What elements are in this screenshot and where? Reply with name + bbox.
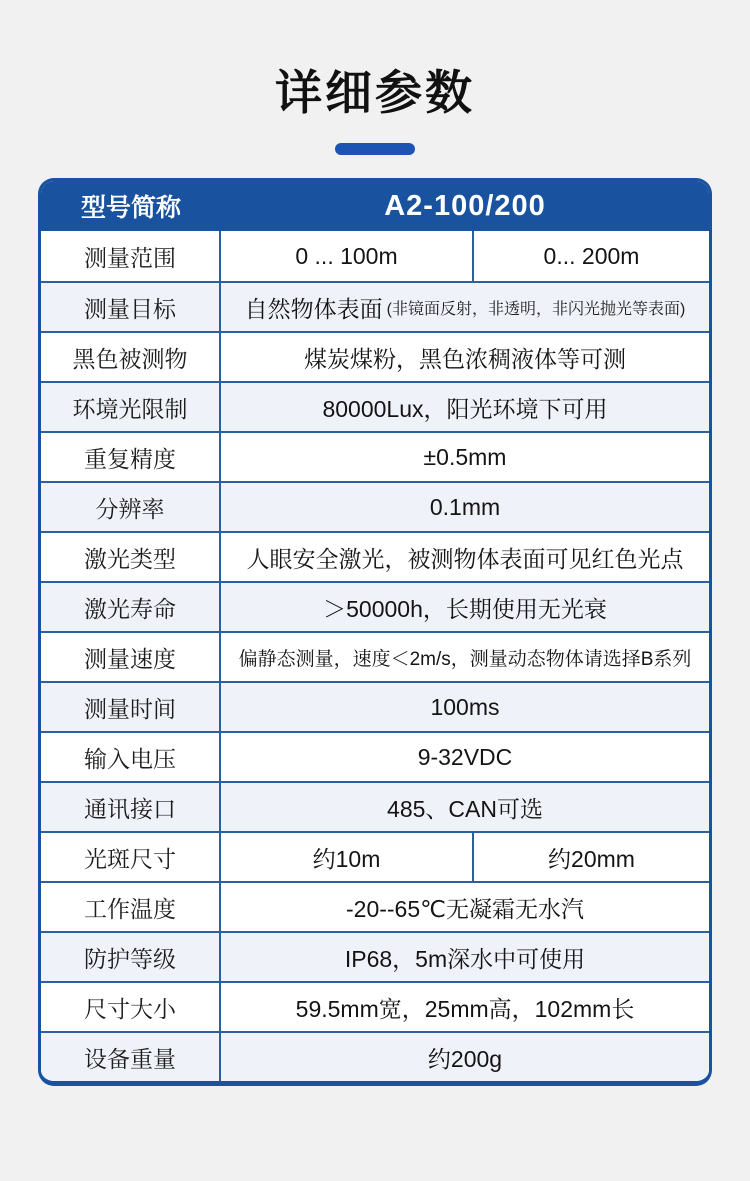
row-value: 9-32VDC: [417, 743, 513, 770]
table-row: [41, 931, 709, 981]
row-value: 59.5mm宽，25mm高，102mm长: [295, 995, 635, 1022]
row-label: 尺寸大小: [41, 983, 221, 1031]
row-label: 测量速度: [41, 633, 221, 681]
table-row: [41, 431, 709, 481]
row-label: 测量目标: [41, 283, 221, 331]
table-row: [41, 781, 709, 831]
row-label: 重复精度: [41, 433, 221, 481]
row-label: 设备重量: [41, 1033, 221, 1081]
spec-table-body: [41, 231, 709, 1081]
row-label: 激光寿命: [41, 583, 221, 631]
row-value: 80000Lux，阳光环境下可用: [322, 395, 608, 422]
table-row: [41, 481, 709, 531]
table-row: [41, 831, 709, 881]
spec-table: [38, 178, 712, 1086]
header-model-label: 型号简称: [80, 194, 181, 222]
row-value: -20--65℃无凝霜无水汽: [346, 895, 584, 922]
table-row: [41, 381, 709, 431]
table-row: [41, 981, 709, 1031]
table-row: [41, 231, 709, 281]
page-title: 详细参数: [275, 66, 475, 119]
row-value: 偏静态测量，速度＜2m/s，测量动态物体请选择B系列: [238, 648, 692, 670]
row-value: 约20mm: [548, 845, 635, 872]
table-row: [41, 631, 709, 681]
row-label: 通讯接口: [41, 783, 221, 831]
row-value: 485、CAN可选: [387, 795, 543, 822]
title-underline-bar: [335, 143, 415, 155]
row-value: 自然物体表面 (非镜面反射，非透明，非闪光抛光等表面): [244, 295, 686, 322]
row-value: 0.1mm: [429, 493, 501, 520]
row-label: 黑色被测物: [41, 333, 221, 381]
table-row: [41, 331, 709, 381]
row-value: 0... 200m: [543, 242, 640, 269]
row-label: 测量范围: [41, 231, 221, 281]
row-label: 激光类型: [41, 533, 221, 581]
row-value: 约200g: [427, 1045, 503, 1072]
table-row: [41, 531, 709, 581]
table-row: [41, 581, 709, 631]
row-label: 光斑尺寸: [41, 833, 221, 881]
row-value: ±0.5mm: [423, 443, 507, 470]
row-value: 0 ... 100m: [221, 231, 474, 281]
row-label: 防护等级: [41, 933, 221, 981]
row-value: IP68，5m深水中可使用: [344, 945, 586, 972]
table-row: [41, 681, 709, 731]
row-value: 100ms: [430, 693, 500, 720]
table-row: [41, 1031, 709, 1081]
row-label: 测量时间: [41, 683, 221, 731]
row-label: 环境光限制: [41, 383, 221, 431]
header-model-value: A2-100/200: [384, 189, 546, 222]
row-label: 输入电压: [41, 733, 221, 781]
row-value-note: (非镜面反射，非透明，非闪光抛光等表面): [386, 300, 686, 318]
table-row: [41, 731, 709, 781]
spec-table-header: [41, 181, 709, 231]
row-value: ＞50000h，长期使用无光衰: [323, 595, 607, 622]
row-value: 约10m: [221, 833, 474, 881]
table-row: [41, 281, 709, 331]
row-label: 分辨率: [41, 483, 221, 531]
row-value: 人眼安全激光，被测物体表面可见红色光点: [246, 545, 684, 572]
row-value: 煤炭煤粉，黑色浓稠液体等可测: [304, 345, 626, 372]
table-row: [41, 881, 709, 931]
row-label: 工作温度: [41, 883, 221, 931]
